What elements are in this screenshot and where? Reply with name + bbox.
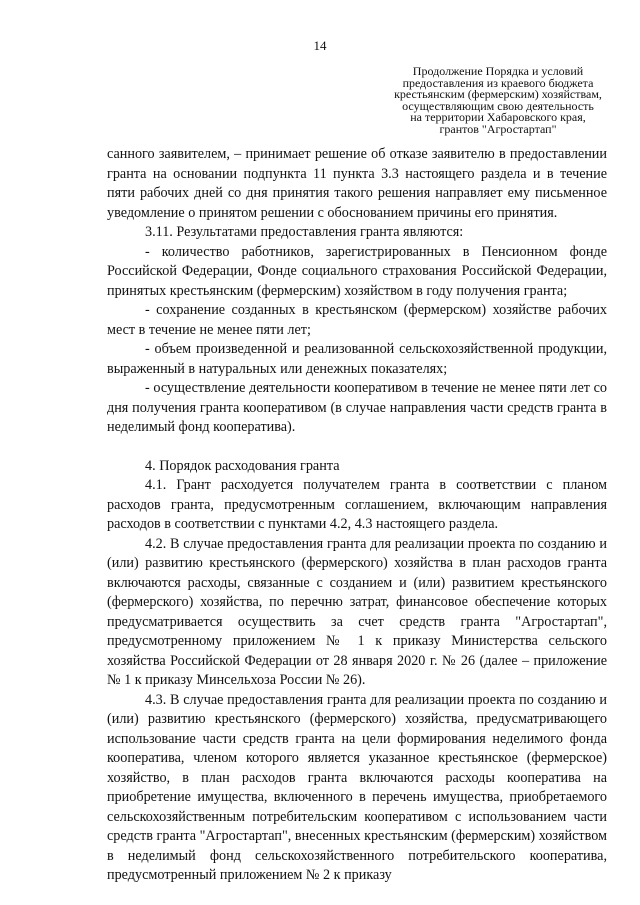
page-number: 14 [313, 38, 327, 53]
list-item-cooperative-activity: - осуществление деятельности кооперативом в течение не менее пяти лет со дня получения гранта кооперативом (в случае направления части средств гранта в неделимый фонд кооператива). [107, 380, 607, 435]
header-note-line: грантов "Агростартап" [439, 121, 557, 136]
header-note-line: осуществляющим свою деятельность [402, 98, 594, 113]
paragraph-continuation: санного заявителем, – принимает решение об отказе заявителю в предоставлении гранта на основании подпункта 11 пункта 3.3 настоящего раздела и в течение пяти рабочих дней со дня принятия такого решения направляет ему письменное уведомление о принятом решении с обоснованием причины его принятия. [107, 146, 607, 221]
header-note-line: Продолжение Порядка и условий [412, 64, 584, 78]
paragraph-4-2: 4.2. В случае предоставления гранта для реализации проекта по созданию и (или) развитию крестьянского (фермерского) хозяйства в план расходов гранта включаются расходы, связанные с созданием и (или) развитием крестьянского (фермерского) хозяйства, по перечню затрат, финансовое обеспечение которых предусматривается осуществить за счет средств гранта "Агростартап", предусмотренному приложением № 1 к приказу Министерства сельского хозяйства Российской Федерации от 28 января 2020 г. № 26 (далее – приложение № 1 к приказу Минсельхоза России № 26). [107, 535, 607, 688]
list-item-production-volume: - объем произведенной и реализованной сельскохозяйственной продукции, выраженный в натуральных или денежных показателях; [107, 341, 607, 377]
list-item-jobs-retention: - сохранение созданных в крестьянском (фермерском) хозяйстве рабочих мест в течение не менее пяти лет; [107, 302, 607, 338]
list-item-employees: - количество работников, зарегистрированных в Пенсионном фонде Российской Федерации, Фонде социального страхования Российской Федерации, принятых крестьянским (фермерским) хозяйством в году получения гранта; [107, 243, 607, 299]
header-note-line: предоставления из краевого бюджета [402, 75, 594, 90]
paragraph-4-1: 4.1. Грант расходуется получателем гранта в соответствии с планом расходов гранта, предусмотренным соглашением, включающим направления расходов в соответствии с пунктами 4.2, 4.3 настоящего раздела. [107, 477, 607, 532]
paragraph-4-3: 4.3. В случае предоставления гранта для реализации проекта по созданию и (или) развитию крестьянского (фермерского) хозяйства, предусматривающего использование части средств гранта на цели формирования неделимого фонда кооператива, членом которого является указанное крестьянское (фермерское) хозяйство, в план расходов гранта включаются расходы кооператива на приобретение имущества, включенного в перечень имущества, приобретаемого сельскохозяйственным потребительским кооперативом с использованием части средств гранта "Агростартап", внесенных крестьянским (фермерским) хозяйством в неделимый фонд сельскохозяйственного потребительского кооператива, предусмотренный приложением № 2 к приказу [107, 691, 607, 883]
header-note [380, 66, 616, 136]
header-note-line: крестьянским (фермерским) хозяйствам, [394, 87, 602, 102]
header-note-line: на территории Хабаровского края, [410, 110, 586, 125]
section-heading-4: 4. Порядок расходования гранта [145, 457, 340, 474]
body-text [107, 145, 607, 886]
paragraph-3-11: 3.11. Результатами предоставления гранта являются: [145, 224, 464, 240]
